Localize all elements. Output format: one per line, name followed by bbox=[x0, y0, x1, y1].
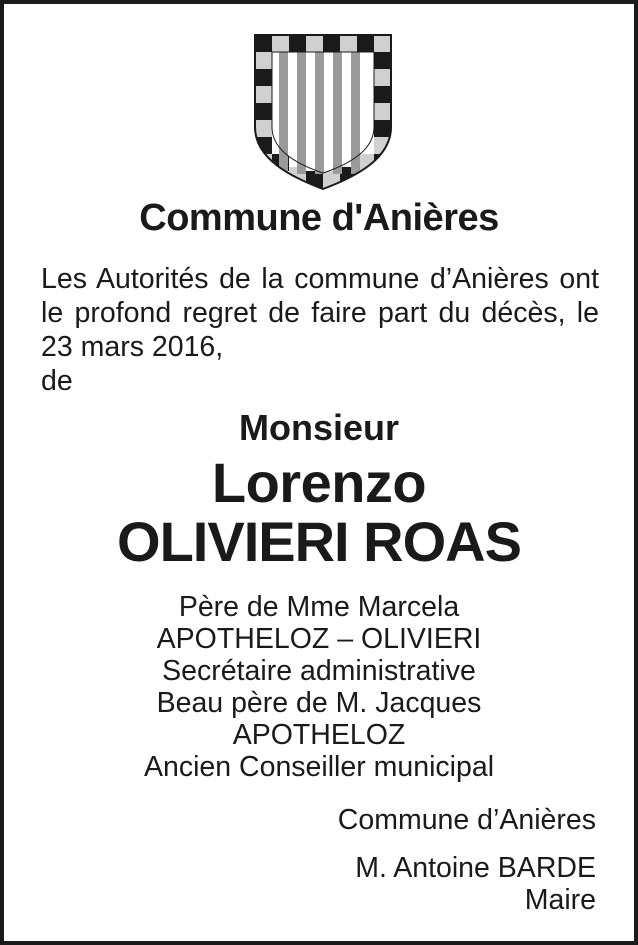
relation-line: Secrétaire administrative bbox=[162, 655, 476, 687]
signature-block bbox=[36, 852, 596, 916]
intro-text: Les Autorités de la commune d’Anières ont le profond regret de faire part du décès, le 23 mars 2016, bbox=[41, 263, 599, 363]
commune-heading: Commune d'Anières bbox=[139, 197, 499, 239]
relation-line: APOTHELOZ bbox=[232, 719, 406, 751]
deceased-last-name: OLIVIERI ROAS bbox=[117, 510, 521, 573]
signature-name: M. Antoine BARDE bbox=[355, 852, 596, 884]
intro-text-end: de bbox=[41, 365, 73, 397]
deceased-first-name: Lorenzo bbox=[211, 451, 427, 514]
coat-of-arms-icon bbox=[251, 31, 395, 191]
relation-line: Beau père de M. Jacques bbox=[156, 687, 482, 719]
relation-line: Père de Mme Marcela bbox=[178, 591, 460, 623]
signature-role: Maire bbox=[524, 884, 596, 916]
signature-commune: Commune d’Anières bbox=[337, 804, 596, 836]
relation-line: APOTHELOZ – OLIVIERI bbox=[156, 623, 482, 655]
relations-block bbox=[4, 591, 634, 783]
deceased-title: Monsieur bbox=[238, 407, 399, 448]
intro-paragraph bbox=[41, 262, 599, 398]
relation-line: Ancien Conseiller municipal bbox=[143, 751, 495, 783]
